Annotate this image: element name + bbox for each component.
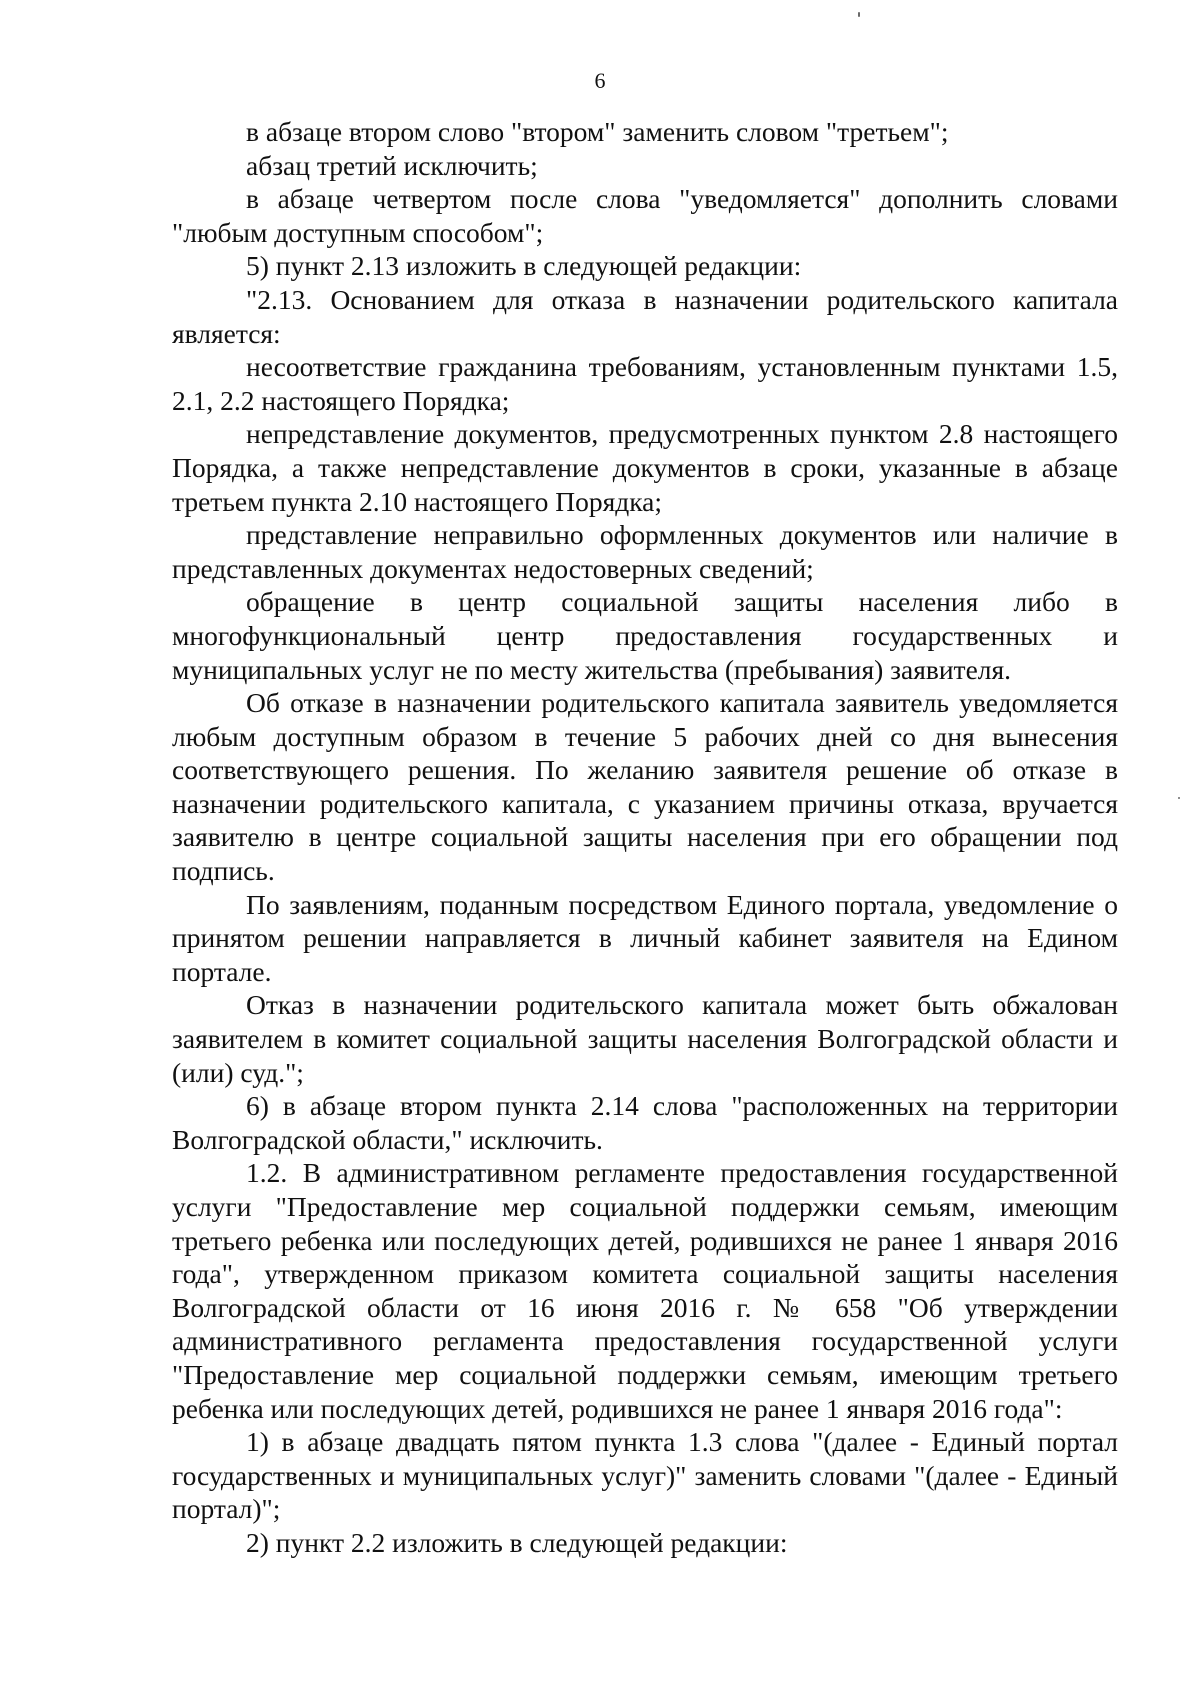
paragraph: 1.2. В административном регламенте предоставления государственной услуги "Предоставление мер социальной поддержки семьям, имеющим третьего ребенка или последующих детей, родившихся не ранее 1 января 2016 года", утвержденном приказом комитета социальной защиты населения Волгоградской области от 16 июня 2016 г. № 658 "Об утверждении административного регламента предоставления государственной услуги "Предоставление мер социальной поддержки семьям, имеющим третьего ребенка или последующих детей, родившихся не ранее 1 января 2016 года": (172, 1157, 1118, 1424)
paragraph: 6) в абзаце втором пункта 2.14 слова "расположенных на территории Волгоградской области," исключить. (172, 1090, 1118, 1155)
paragraph: обращение в центр социальной защиты населения либо в многофункциональный центр предоставления государственных и муниципальных услуг не по месту жительства (пребывания) заявителя. (172, 586, 1118, 685)
paragraph: Об отказе в назначении родительского капитала заявитель уведомляется любым доступным образом в течение 5 рабочих дней со дня вынесения соответствующего решения. По желанию заявителя решение об отказе в назначении родительского капитала, с указанием причины отказа, вручается заявителю в центре социальной защиты населения при его обращении под подпись. (172, 687, 1118, 887)
scan-speck (1178, 797, 1180, 799)
scan-speck (858, 12, 860, 17)
paragraph: в абзаце четвертом после слова "уведомляется" дополнить словами "любым доступным способом"; (172, 183, 1118, 248)
paragraph: несоответствие гражданина требованиям, установленным пунктами 1.5, 2.1, 2.2 настоящего Порядка; (172, 351, 1118, 416)
paragraph: "2.13. Основанием для отказа в назначении родительского капитала является: (172, 283, 1118, 349)
document-body (172, 115, 1118, 1560)
paragraph: представление неправильно оформленных документов или наличие в представленных документах недостоверных сведений; (172, 519, 1118, 584)
paragraph: непредставление документов, предусмотренных пунктом 2.8 настоящего Порядка, а также непредставление документов в сроки, указанные в абзаце третьем пункта 2.10 настоящего Порядка; (172, 418, 1118, 517)
paragraph: 1) в абзаце двадцать пятом пункта 1.3 слова "(далее - Единый портал государственных и муниципальных услуг)" заменить словами "(далее - Единый портал)"; (172, 1426, 1118, 1525)
paragraph: 2) пункт 2.2 изложить в следующей редакции: (246, 1526, 788, 1558)
page-number: 6 (594, 68, 606, 93)
paragraph: 5) пункт 2.13 изложить в следующей редакции: (246, 250, 802, 282)
paragraph: Отказ в назначении родительского капитала может быть обжалован заявителем в комитет социальной защиты населения Волгоградской области и (или) суд."; (172, 989, 1118, 1088)
paragraph: абзац третий исключить; (246, 149, 538, 181)
paragraph: в абзаце втором слово "втором" заменить словом "третьем"; (246, 116, 949, 147)
paragraph: По заявлениям, поданным посредством Единого портала, уведомление о принятом решении направляется в личный кабинет заявителя на Едином портале. (172, 888, 1118, 987)
